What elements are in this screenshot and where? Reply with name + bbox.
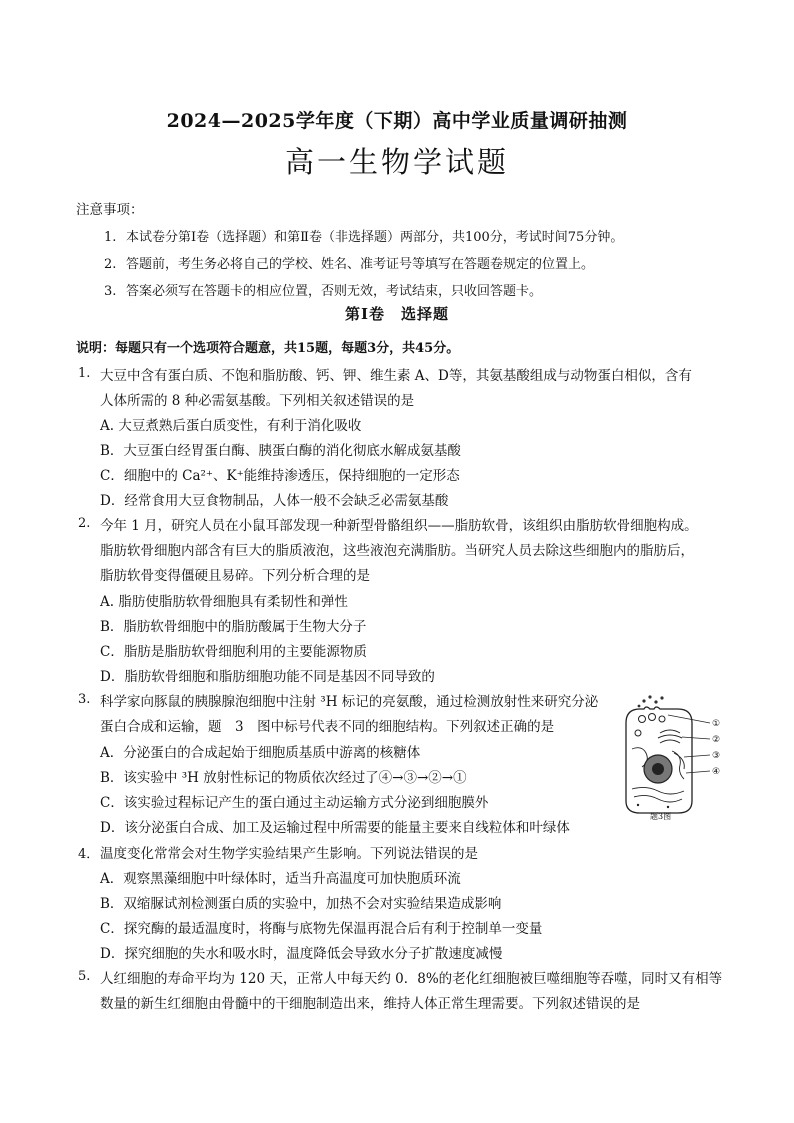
question-stem: 大豆中含有蛋白质、不饱和脂肪酸、钙、钾、维生素 A、D等，其氨基酸组成与动物蛋白相似，含有 — [100, 368, 692, 384]
section-title: 第Ⅰ卷 选择题 — [344, 305, 450, 323]
notes-title: 注意事项： — [76, 202, 144, 218]
question-stem: 蛋白合成和运输，题 3 图中标号代表不同的细胞结构。下列叙述正确的是 — [100, 719, 555, 735]
option-c: C．脂肪是脂肪软骨细胞利用的主要能源物质 — [100, 644, 367, 660]
question-number: 3. — [78, 692, 91, 707]
note-text: 答案必须写在答题卡的相应位置，否则无效，考试结束，只收回答题卡。 — [126, 284, 543, 299]
option-d: D．探究细胞的失水和吸水时，温度降低会导致水分子扩散速度减慢 — [100, 946, 503, 962]
label-2: ② — [712, 735, 721, 745]
exam-title: 高一生物学试题 — [284, 145, 509, 179]
option-d: D．该分泌蛋白合成、加工及运输过程中所需要的能量主要来自线粒体和叶绿体 — [100, 820, 570, 836]
option-b: B．脂肪软骨细胞中的脂肪酸属于生物大分子 — [100, 619, 367, 635]
pancreatic-cell-diagram — [612, 693, 730, 815]
note-text: 答题前，考生务必将自己的学校、姓名、准考证号等填写在答题卷规定的位置上。 — [126, 257, 595, 272]
option-a: A．分泌蛋白的合成起始于细胞质基质中游离的核糖体 — [100, 745, 421, 761]
option-b: B．该实验中 ³H 放射性标记的物质依次经过了④→③→②→① — [100, 770, 467, 786]
question-stem: 今年 1 月，研究人员在小鼠耳部发现一种新型骨骼组织——脂肪软骨，该组织由脂肪软骨细胞构成。 — [100, 518, 698, 534]
note-number: 1. — [104, 230, 117, 245]
option-c: C．探究酶的最适温度时，将酶与底物先保温再混合后有利于控制单一变量 — [100, 921, 543, 937]
label-3: ③ — [712, 751, 721, 761]
label-4: ④ — [712, 767, 721, 777]
question-number: 1. — [78, 366, 91, 381]
exam-header: 2024—2025学年度（下期）高中学业质量调研抽测 — [166, 110, 628, 132]
question-stem: 数量的新生红细胞由骨髓中的干细胞制造出来，维持人体正常生理需要。下列叙述错误的是 — [100, 996, 640, 1012]
question-number: 2. — [78, 516, 91, 531]
option-d: D．脂肪软骨细胞和脂肪细胞功能不同是基因不同导致的 — [100, 669, 435, 685]
note-number: 3. — [104, 284, 117, 299]
figure-caption: 题3图 — [650, 812, 672, 821]
note-item — [104, 253, 594, 272]
option-a: A．观察黑藻细胞中叶绿体时，适当升高温度可加快胞质环流 — [100, 871, 461, 887]
note-item — [104, 226, 623, 245]
question-number: 4． — [78, 847, 100, 862]
note-item — [104, 280, 542, 299]
option-b: B．大豆蛋白经胃蛋白酶、胰蛋白酶的消化彻底水解成氨基酸 — [100, 443, 461, 459]
cell-diagram-figure — [612, 693, 730, 833]
question-stem: 温度变化常常会对生物学实验结果产生影响。下列说法错误的是 — [100, 846, 478, 862]
option-b: B．双缩脲试剂检测蛋白质的实验中，加热不会对实验结果造成影响 — [100, 896, 502, 912]
option-c: C．细胞中的 Ca²⁺、K⁺能维持渗透压，保持细胞的一定形态 — [100, 468, 460, 484]
section-instruction: 说明：每题只有一个选项符合题意，共15题，每题3分，共45分。 — [76, 341, 460, 356]
option-a: A. 脂肪使脂肪软骨细胞具有柔韧性和弹性 — [100, 594, 348, 610]
question-stem: 人体所需的 8 种必需氨基酸。下列相关叙述错误的是 — [100, 393, 415, 409]
option-d: D．经常食用大豆食物制品，人体一般不会缺乏必需氨基酸 — [100, 493, 449, 509]
question-stem: 人红细胞的寿命平均为 120 天，正常人中每天约 0．8%的老化红细胞被巨噬细胞等吞噬，同时又有相等 — [100, 971, 723, 987]
label-1: ① — [712, 719, 721, 729]
note-text: 本试卷分第Ⅰ卷（选择题）和第Ⅱ卷（非选择题）两部分，共100分，考试时间75分钟。 — [126, 230, 624, 245]
question-stem: 脂肪软骨变得僵硬且易碎。下列分析合理的是 — [100, 568, 370, 584]
question-number: 5. — [78, 969, 91, 984]
option-a: A. 大豆煮熟后蛋白质变性，有利于消化吸收 — [100, 418, 362, 434]
option-c: C．该实验过程标记产生的蛋白通过主动运输方式分泌到细胞膜外 — [100, 795, 489, 811]
question-stem: 科学家向豚鼠的胰腺腺泡细胞中注射 ³H 标记的亮氨酸，通过检测放射性来研究分泌 — [100, 694, 599, 710]
question-stem: 脂肪软骨细胞内部含有巨大的脂质液泡，这些液泡充满脂肪。当研究人员去除这些细胞内的脂肪后， — [100, 543, 694, 559]
note-number: 2. — [104, 257, 117, 272]
